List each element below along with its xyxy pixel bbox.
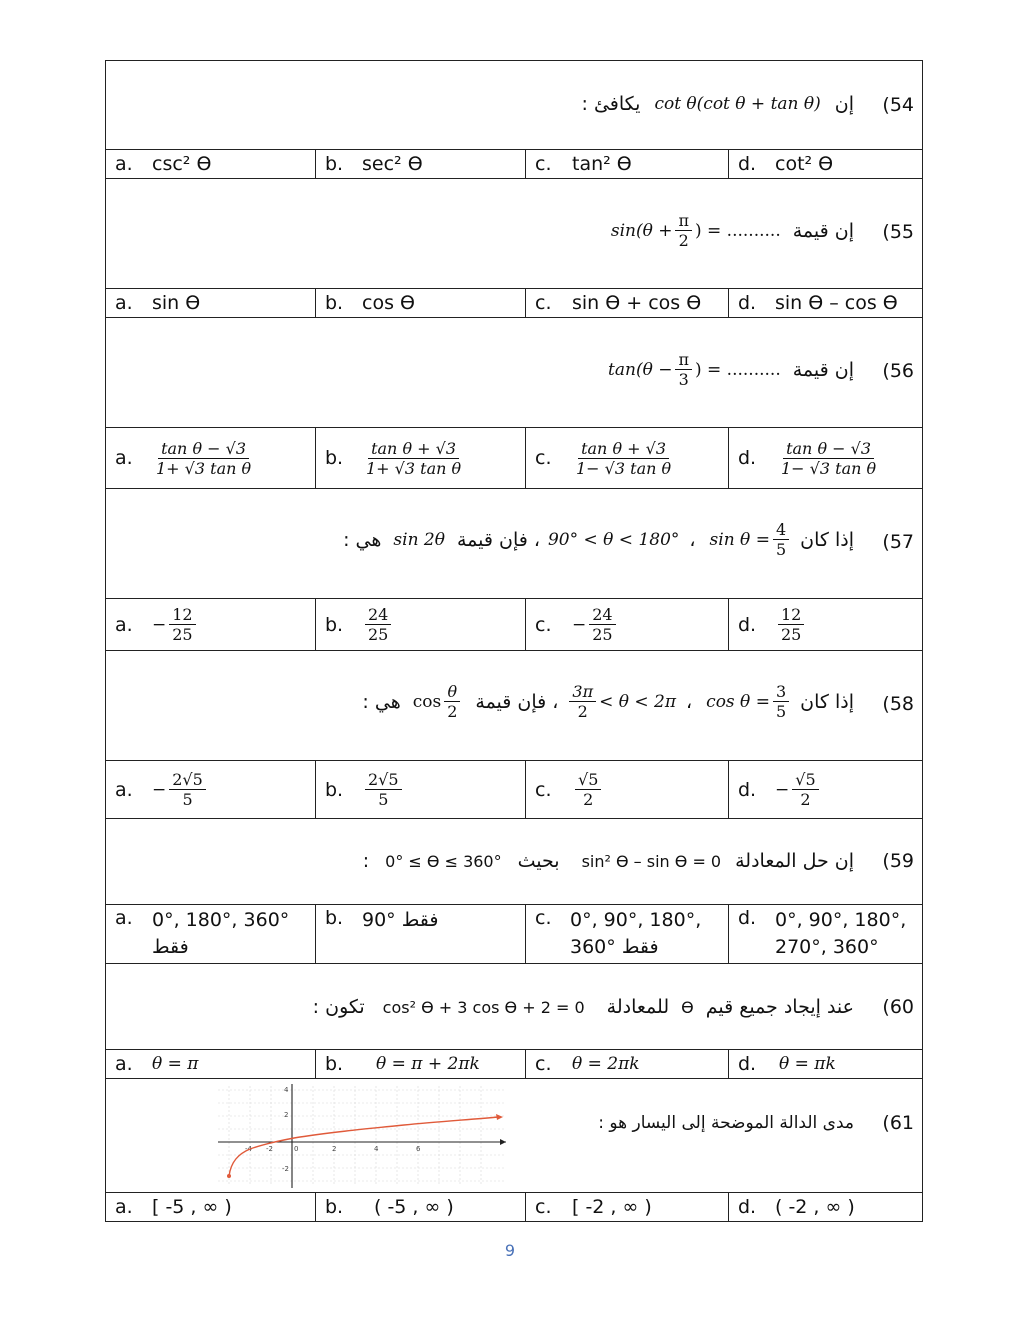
denominator: 5 [378,790,389,809]
denominator: 1+ √3 tan θ [366,458,462,478]
choice-label: c. [535,613,552,636]
denominator: 25 [592,625,613,644]
choice-b[interactable] [316,289,526,317]
choice-label: c. [535,907,552,929]
choice-value: θ = π [152,1054,199,1074]
question-number: (56 [882,360,914,382]
question-prefix: إن حل المعادلة [735,850,854,872]
choice-line2: فقط [152,936,189,958]
choice-d[interactable] [729,150,922,178]
sign: − [775,779,790,800]
choice-a[interactable] [106,1050,316,1078]
fraction [169,605,195,644]
choice-line1: 0°, 180°, 360° [152,909,290,931]
numerator: 2√5 [169,770,206,790]
denominator: 25 [368,625,389,644]
if-text: إذا كان [800,528,854,551]
choice-label: b. [325,292,344,314]
denominator: 1− √3 tan θ [576,458,672,478]
choice-b[interactable] [316,150,526,178]
fraction [169,770,206,809]
fraction [792,770,818,809]
denominator: 2 [800,790,811,809]
denominator: 5 [775,540,787,559]
question-number: (54 [882,94,914,116]
numerator: 12 [169,605,195,625]
sign: − [152,614,167,635]
question-prefix: إن قيمة [792,219,854,242]
sign: − [572,614,587,635]
numerator: tan θ + √3 [578,439,669,459]
choice-label: d. [738,447,757,469]
choice-label: b. [325,153,344,175]
numerator: tan θ − √3 [783,439,874,459]
fraction [575,770,601,809]
question-text [362,682,854,721]
then-text: فإن قيمة [475,690,547,713]
denominator: 25 [781,625,802,644]
choice-label: a. [115,292,133,314]
numerator: π [675,350,692,370]
equation: cos² Ө + 3 cos Ө + 2 = 0 [382,997,585,1017]
numerator: π [675,211,692,231]
choice-label: d. [738,778,757,801]
question-text [313,996,854,1018]
choice-label: d. [738,1053,757,1075]
choice-d[interactable] [729,428,922,488]
choice-value: sec² Ө [362,153,423,175]
choice-label: b. [325,1196,344,1218]
expr-left: sin(θ + [610,220,673,241]
question-number: (55 [882,221,914,243]
x-tick-label: 0 [294,1145,299,1153]
x-tick-label: 4 [374,1145,379,1153]
choice-label: c. [535,778,552,801]
choice-line1: 0°, 90°, 180°, [775,909,907,931]
fraction [569,682,596,721]
separator: ، [533,528,540,551]
target-expr: sin 2θ [393,529,445,550]
fraction [365,605,391,644]
choice-value [570,905,701,961]
range-expr: < θ < 2π [599,691,677,712]
question-text [608,350,854,389]
choices-56 [106,428,922,489]
choice-value: sin Ө + cos Ө [572,292,702,314]
choice-label: c. [535,153,552,175]
expr-right: ) = .......... [695,220,781,241]
choice-line2: 270°, 360° [775,936,879,958]
choice-a[interactable] [106,599,316,650]
x-axis-arrow [500,1139,506,1145]
question-number: (60 [882,996,914,1018]
fraction [675,211,692,250]
choice-label: d. [738,613,757,636]
choice-d[interactable] [729,1050,922,1078]
question-prefix: إن [834,93,854,115]
choice-b[interactable] [316,761,526,818]
denominator: 1− √3 tan θ [781,458,877,478]
choice-value [152,770,209,809]
question-number: (59 [882,850,914,872]
choice-c[interactable] [526,1050,729,1078]
choice-value: cos Ө [362,292,415,314]
where-text: بحيث [517,850,560,872]
choice-fraction [363,439,464,478]
numerator: √5 [575,770,601,790]
choice-line1: 90° فقط [362,909,439,931]
choice-b[interactable] [316,1193,526,1221]
question-58 [106,651,922,761]
separator: ، [689,528,696,551]
choices-59 [106,905,922,964]
choice-value: ( -5 , ∞ ) [374,1196,454,1218]
choice-d[interactable] [729,289,922,317]
choice-label: b. [325,1053,344,1075]
fraction [365,770,402,809]
choice-value: sin Ө [152,292,201,314]
x-tick-label: 6 [416,1145,421,1153]
choice-label: c. [535,1053,552,1075]
choices-61 [106,1193,922,1221]
function-graph [214,1082,510,1190]
choice-value [775,770,822,809]
separator: ، [552,690,559,713]
choice-value: csc² Ө [152,153,212,175]
expr-right: ) = .......... [695,359,781,380]
question-57 [106,489,922,599]
choice-a[interactable] [106,761,316,818]
questions-table [105,60,923,1222]
question-text [582,93,855,115]
choices-60 [106,1050,922,1079]
numerator: 12 [778,605,804,625]
question-text [363,850,854,872]
curve-endpoint [227,1174,231,1178]
curve-arrow [496,1114,503,1120]
choice-a[interactable] [106,289,316,317]
question-prefix: إن قيمة [792,358,854,381]
choice-line1: 0°, 90°, 180°, [570,909,702,931]
question-prefix: عند إيجاد جميع قيم [705,996,854,1018]
choice-label: d. [738,292,757,314]
choice-d[interactable] [729,905,922,963]
separator: ، [686,690,693,713]
then-text: فإن قيمة [456,528,528,551]
choice-a[interactable] [106,1193,316,1221]
choice-d[interactable] [729,1193,922,1221]
equation: sin² Ө – sin Ө = 0 [581,851,722,871]
sin-expr: sin θ = [709,529,770,550]
choice-value [362,770,405,809]
choice-value: ( -2 , ∞ ) [775,1196,855,1218]
choice-value [362,905,438,934]
choice-value: [ -5 , ∞ ) [152,1196,232,1218]
choice-line2: 360° فقط [570,936,659,958]
variable: Ө [681,997,694,1017]
choice-label: d. [738,907,757,929]
fraction [778,605,804,644]
choices-54 [106,150,922,179]
fraction [675,350,692,389]
question-text [343,520,854,559]
choice-c[interactable] [526,905,729,963]
question-56 [106,318,922,428]
choice-d[interactable] [729,599,922,650]
choice-c[interactable] [526,428,729,488]
question-59 [106,819,922,905]
question-suffix: هي : [343,528,382,551]
choices-57 [106,599,922,651]
choice-c[interactable] [526,599,729,650]
choice-fraction [573,439,674,478]
question-number: (61 [882,1112,914,1134]
choice-value [152,905,289,961]
choice-fraction [153,439,254,478]
denominator: 2 [678,231,689,250]
range-expr: 90° < θ < 180° [547,529,680,550]
choice-c[interactable] [526,1193,729,1221]
denominator: 5 [182,790,193,809]
numerator: tan θ − √3 [158,439,249,459]
denominator: 2 [447,702,458,721]
choice-label: d. [738,1196,757,1218]
fraction [444,682,460,721]
numerator: 4 [773,520,789,540]
choice-label: b. [325,778,344,801]
x-tick-label: -2 [266,1145,273,1153]
choice-value [152,605,199,644]
choice-label: a. [115,153,133,175]
question-suffix: هي : [362,690,401,713]
choice-label: d. [738,153,757,175]
fraction [773,520,789,559]
question-suffix: يكافئ : [581,93,641,115]
choice-label: b. [325,447,344,469]
choice-label: b. [325,613,344,636]
fraction [773,682,789,721]
target-expr: cos [412,691,442,712]
choices-55 [106,289,922,318]
choice-value [362,605,394,644]
numerator: 2√5 [365,770,402,790]
question-54 [106,61,922,150]
numerator: 3 [773,682,789,702]
choice-a[interactable] [106,150,316,178]
y-tick-label: 2 [284,1111,289,1119]
choice-label: a. [115,778,133,801]
for-equation: للمعادلة [606,996,670,1018]
numerator: √5 [792,770,818,790]
choice-value: θ = π + 2πk [376,1054,480,1074]
choice-value [572,770,604,809]
choice-fraction [778,439,879,478]
choice-label: a. [115,613,133,636]
choice-label: a. [115,1196,133,1218]
x-tick-label: -4 [245,1145,252,1153]
choices-58 [106,761,922,819]
choice-value [775,605,807,644]
choice-value [572,605,619,644]
choice-label: a. [115,1053,133,1075]
question-61 [106,1079,922,1193]
question-expression: cot θ(cot θ + tan θ) [654,94,821,114]
numerator: θ [444,682,460,702]
choice-value [775,905,906,961]
numerator: 24 [589,605,615,625]
choice-value: tan² Ө [572,153,632,175]
if-text: إذا كان [800,690,854,713]
choice-d[interactable] [729,761,922,818]
choice-label: c. [535,292,552,314]
fraction [589,605,615,644]
x-tick-label: 2 [332,1145,337,1153]
question-number: (58 [882,693,914,715]
numerator: 3π [569,682,596,702]
y-tick-label: 4 [284,1086,289,1094]
denominator: 2 [577,702,588,721]
choice-b[interactable] [316,428,526,488]
choice-label: c. [535,1196,552,1218]
numerator: 24 [365,605,391,625]
numerator: tan θ + √3 [368,439,459,459]
choice-a[interactable] [106,905,316,963]
question-number: (57 [882,531,914,553]
choice-value: sin Ө – cos Ө [775,292,898,314]
question-text: مدى الدالة الموضحة إلى اليسار هو : [598,1113,854,1133]
choice-b[interactable] [316,1050,526,1078]
denominator: 5 [775,702,787,721]
choice-b[interactable] [316,905,526,963]
choice-value: θ = 2πk [572,1054,640,1074]
page-number: 9 [504,1241,516,1260]
cos-expr: cos θ = [706,691,770,712]
question-60 [106,964,922,1050]
choice-c[interactable] [526,761,729,818]
colon: : [362,850,370,872]
denominator: 1+ √3 tan θ [156,458,252,478]
choice-c[interactable] [526,289,729,317]
question-55 [106,179,922,289]
choice-value: θ = πk [779,1054,836,1074]
denominator: 3 [678,370,689,389]
choice-a[interactable] [106,428,316,488]
expr-left: tan(θ − [608,359,673,380]
graph-grid [218,1086,504,1186]
choice-label: b. [325,907,344,929]
choice-label: a. [115,907,133,929]
choice-label: a. [115,447,133,469]
y-tick-label: -2 [282,1165,289,1173]
denominator: 25 [172,625,193,644]
choice-value: cot² Ө [775,153,834,175]
question-suffix: تكون : [312,996,365,1018]
denominator: 2 [583,790,594,809]
sign: − [152,779,167,800]
choice-label: c. [535,447,552,469]
choice-c[interactable] [526,150,729,178]
choice-value: [ -2 , ∞ ) [572,1196,652,1218]
question-text [611,211,854,250]
condition: 0° ≤ Ө ≤ 360° [385,851,502,871]
choice-b[interactable] [316,599,526,650]
